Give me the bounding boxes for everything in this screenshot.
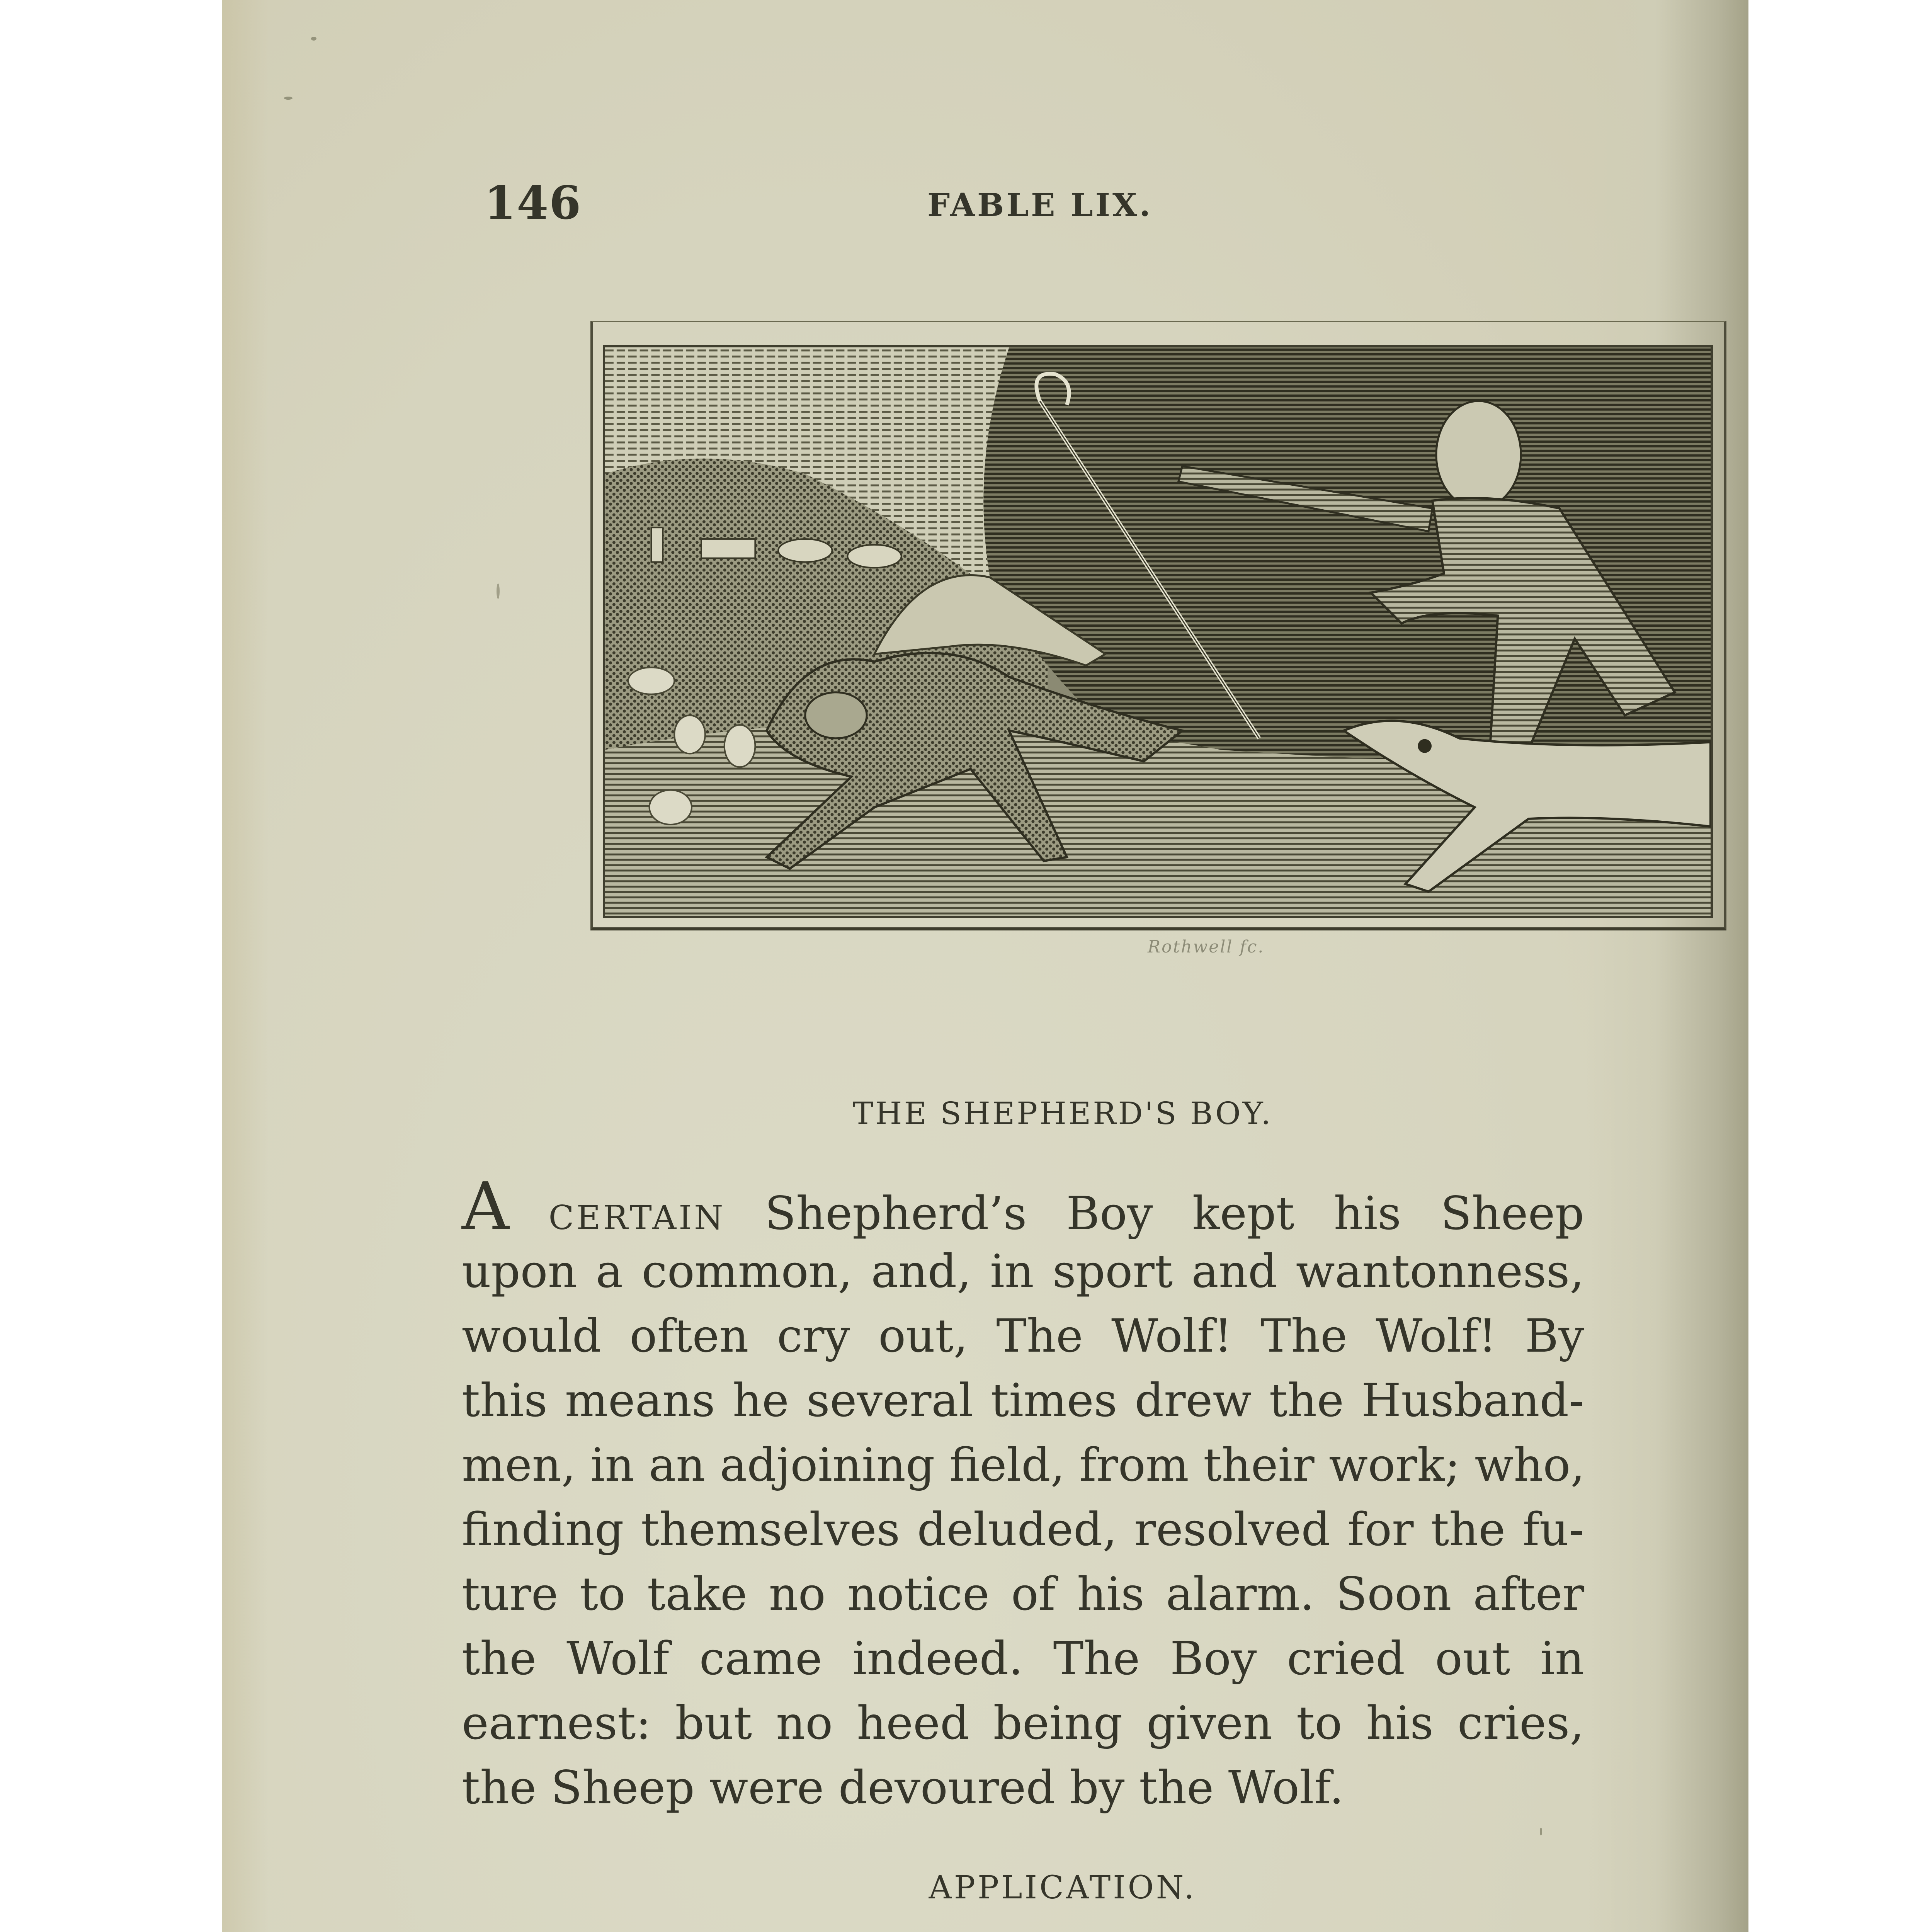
paper-speck [311,37,316,41]
fable-title [222,1095,1748,1131]
fable-line: the Sheep were devoured by the Wolf. [462,1761,1344,1814]
page-number: 146 [484,176,582,230]
fable-text [462,1168,1585,1820]
running-title: FABLE LIX. [927,187,1153,224]
paper-speck [284,97,293,100]
initial-smallcaps: CERTAIN [548,1199,726,1237]
engraving-illustration [603,345,1713,918]
application-heading-text: APPLICATION. [929,1869,1197,1906]
fable-line: this means he several times drew the Husband- [462,1374,1584,1427]
paper-speck [497,583,500,599]
application-heading [222,1869,1748,1906]
book-page [222,0,1748,1932]
engraver-credit: Rothwell fc. [1148,937,1265,957]
fable-line: the Wolf came indeed. The Boy cried out in [462,1632,1584,1685]
engraving-svg [605,347,1711,916]
fable-line: finding themselves deluded, resolved for the fu- [462,1503,1584,1556]
initial-letter: A [462,1168,509,1245]
fable-line: upon a common, and, in sport and wantonness, [462,1245,1584,1298]
fable-line: would often cry out, The Wolf! The Wolf! By [462,1309,1584,1362]
running-head [222,176,1748,230]
first-line-text: Shepherd’s Boy kept his Sheep [765,1187,1584,1240]
fable-title-text: THE SHEPHERD'S BOY. [852,1095,1273,1131]
fable-line [462,1168,1584,1245]
fable-line: earnest: but no heed being given to his cries, [462,1696,1584,1750]
paper-speck [1540,1828,1542,1835]
fable-line: ture to take no notice of his alarm. Soon after [462,1567,1584,1621]
fable-line: men, in an adjoining field, from their work; who, [462,1438,1585,1492]
